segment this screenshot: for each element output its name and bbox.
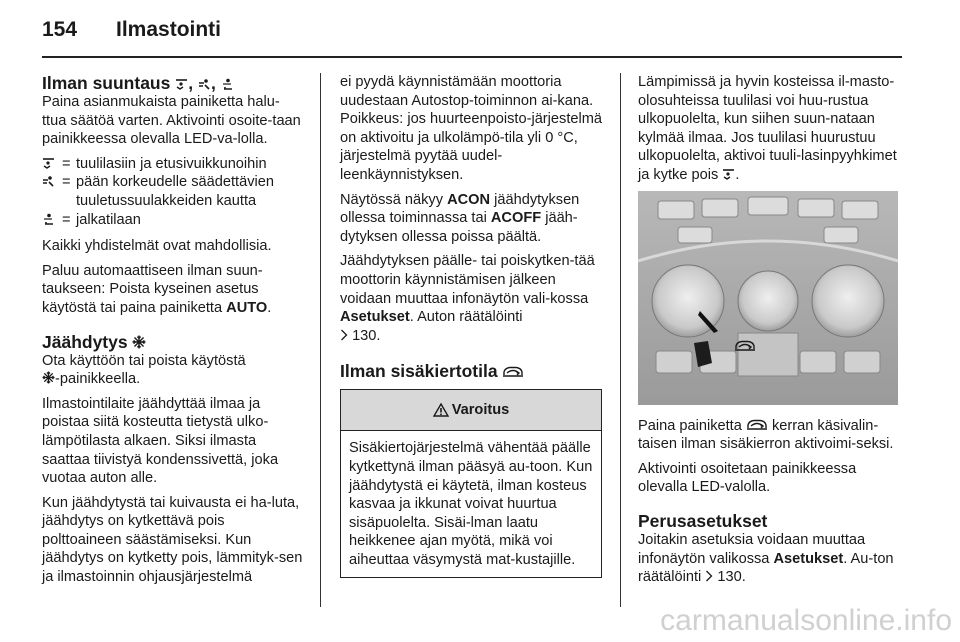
- warning-header: Varoitus: [341, 390, 601, 431]
- warning-body: Sisäkiertojärjestelmä vähentää päälle kytkettynä ilman pääsyä au-toon. Kun jäähdytystä ei käytetä, ilman kosteus kasvaa ja ikkunat voivat huurtua sisäpuolelta. Sisäi-lman laatu heikkenee ajan myötä, mikä voi aiheuttaa väsymystä mat-kustajille.: [349, 440, 593, 568]
- autostop-paragraph: ei pyydä käynnistämään moottoria uudestaan Autostop-toiminnon ai-kana. Poikkeus: jos huurteenpoisto-järjestelmä on aktivoitu ja ulkolämpö-tila yli 0 °C, järjestelmä pyytää uudel-leenkäynnistyksen.: [340, 74, 603, 183]
- page-header: [42, 14, 902, 50]
- snowflake-icon: [132, 335, 146, 349]
- cooling-toggle-text: Ota käyttöön tai poista käytöstä -painikkeella.: [42, 352, 246, 388]
- column-1: [42, 73, 304, 593]
- cooling-paragraph: Kun jäähdytystä tai kuivausta ei ha-luta, jäähdytys on kytkettävä pois polttoaineen säästämiseksi. Kun jäähdytys on kytketty pois, lämmityk-sen ja ilmastoinnin ohjausjärjestelmä: [42, 494, 303, 586]
- air-distribution-intro: Paina asianmukaista painiketta halu-ttua säätöä varten. Aktivointi osoite-taan painikkeessa olevalla LED-va-lolla.: [42, 94, 301, 148]
- column-3: [638, 73, 902, 593]
- footwell-icon: [42, 213, 55, 225]
- warning-icon: [433, 403, 449, 417]
- recirculation-icon: [502, 365, 524, 378]
- column-divider: [320, 73, 321, 607]
- basic-settings-paragraph: Joitakin asetuksia voidaan muuttaa infonäytön valikossa Asetukset. Au-ton räätälöinti 130.: [638, 531, 894, 586]
- windshield-icon: [722, 168, 735, 180]
- list-item: = tuulilasiin ja etusivuikkunoihin: [42, 155, 304, 174]
- return-auto-text: Paluu automaattiseen ilman suun-taukseen: Poista kyseinen asetus käytöstä tai paina painiketta AUTO.: [42, 262, 272, 316]
- recirculation-heading: Ilman sisäkiertotila: [340, 361, 602, 381]
- windshield-icon: [42, 157, 55, 169]
- recirc-press-paragraph: Paina painiketta kerran käsivalin-taisen ilman sisäkierron aktivoimi-seksi.: [638, 417, 894, 453]
- header-rule: [42, 56, 902, 58]
- combinations-text: Kaikki yhdistelmät ovat mahdollisia.: [42, 238, 272, 255]
- page-number: 154: [42, 18, 78, 41]
- head-vent-icon: [42, 175, 55, 187]
- column-divider: [620, 73, 621, 607]
- led-paragraph: Aktivointi osoitetaan painikkeessa olevalla LED-valolla.: [638, 460, 857, 496]
- settings-paragraph: Jäähdytyksen päälle- tai poiskytken-tää moottorin käynnistämisen jälkeen voidaan muuttaa infonäytön vali-kossa Asetukset. Auton räätälöinti 130.: [340, 253, 595, 344]
- snowflake-icon: [42, 371, 55, 384]
- climate-control-panel-photo: [638, 191, 898, 405]
- fogging-paragraph: Lämpimissä ja hyvin kosteissa il-masto-olosuhteissa tuulilasi voi huu-rustua ulkopuolelta, kun siihen suun-nataan kylmää ilmaa. Jos tuulilasi huurustuu ulkopuolelta, aktivoi tuuli-lasinpyyhkimet ja kytke pois .: [638, 74, 897, 183]
- footwell-icon: [221, 78, 234, 90]
- column-2: [340, 73, 602, 578]
- air-distribution-heading: Ilman suuntaus , ,: [42, 73, 304, 93]
- cooling-paragraph: Ilmastointilaite jäähdyttää ilmaa ja poistaa siitä kosteutta tietystä ulko-lämpötilasta alkaen. Siksi ilmasta saattaa tiivistyä kondenssivettä, joka vuotaa auton alle.: [42, 395, 279, 487]
- list-item: = jalkatilaan: [42, 211, 304, 230]
- windshield-icon: [175, 78, 188, 90]
- arrow-ref-icon: [340, 329, 348, 341]
- arrow-ref-icon: [705, 570, 713, 582]
- basic-settings-heading: Perusasetukset: [638, 510, 768, 531]
- cooling-heading: Jäähdytys: [42, 332, 304, 352]
- chapter-title: Ilmastointi: [116, 18, 222, 41]
- acon-paragraph: Näytössä näkyy ACON jäähdytyksen ollessa toiminnassa tai ACOFF jääh-dytyksen ollessa poissa päältä.: [340, 191, 580, 245]
- head-vent-icon: [198, 78, 211, 90]
- list-item: = pään korkeudelle säädettävien tuuletussuulakkeiden kautta: [42, 173, 304, 210]
- watermark: carmanualsonline.info: [660, 604, 952, 637]
- air-distribution-list: [42, 155, 304, 229]
- recirculation-icon: [746, 418, 768, 431]
- warning-box: [340, 389, 602, 578]
